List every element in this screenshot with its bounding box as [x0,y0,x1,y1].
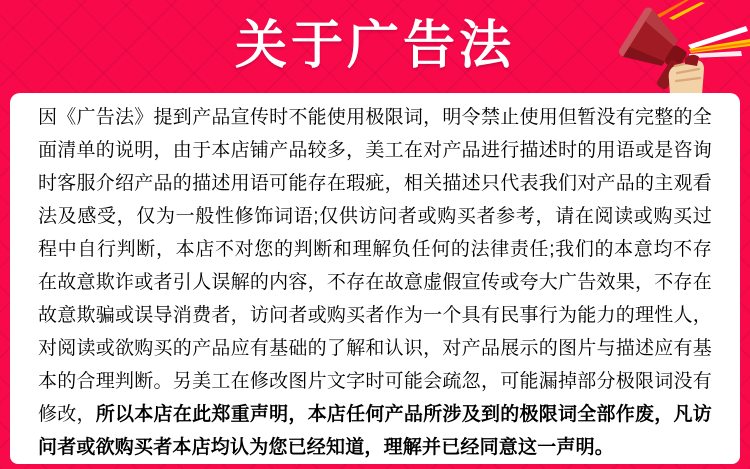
notice-panel [10,93,740,464]
banner-header [0,0,750,93]
ray-top-orange [655,0,689,18]
banner-title: 关于广告法 [234,17,515,75]
ray-top-yellow [669,2,705,20]
disclaimer-text-bold: 所以本店在此郑重声明，本店任何产品所涉及到的极限词全部作废，凡访问者或欲购买者本店均认为您已经知道，理解并已经同意这一声明。 [38,404,712,458]
disclaimer-text-normal: 因《广告法》提到产品宣传时不能使用极限词，明令禁止使用但暂没有完整的全面清单的说明，由于本店铺产品较多，美工在对产品进行描述时的用语或是咨询时客服介绍产品的描述用语可能存在瑕疵，相关描述只代表我们对产品的主观看法及感受，仅为一般性修饰词语;仅供访问者或购买者参考，请在阅读或购买过程中自行判断，本店不对您的判断和理解负任何的法律责任;我们的本意均不存在故意欺诈或者引人误解的内容，不存在故意虚假宣传或夸大广告效果，不存在故意欺骗或误导消费者，访问者或购买者作为一个具有民事行为能力的理性人，对阅读或欲购买的产品应有基础的了解和认识，对产品展示的图片与描述应有基本的合理判断。另美工在修改图片文字时可能会疏忽，可能漏掉部分极限词没有修改， [38,107,712,425]
disclaimer-paragraph [38,101,712,464]
hand-thumb-grip [685,55,699,66]
megaphone-icon [615,0,750,95]
